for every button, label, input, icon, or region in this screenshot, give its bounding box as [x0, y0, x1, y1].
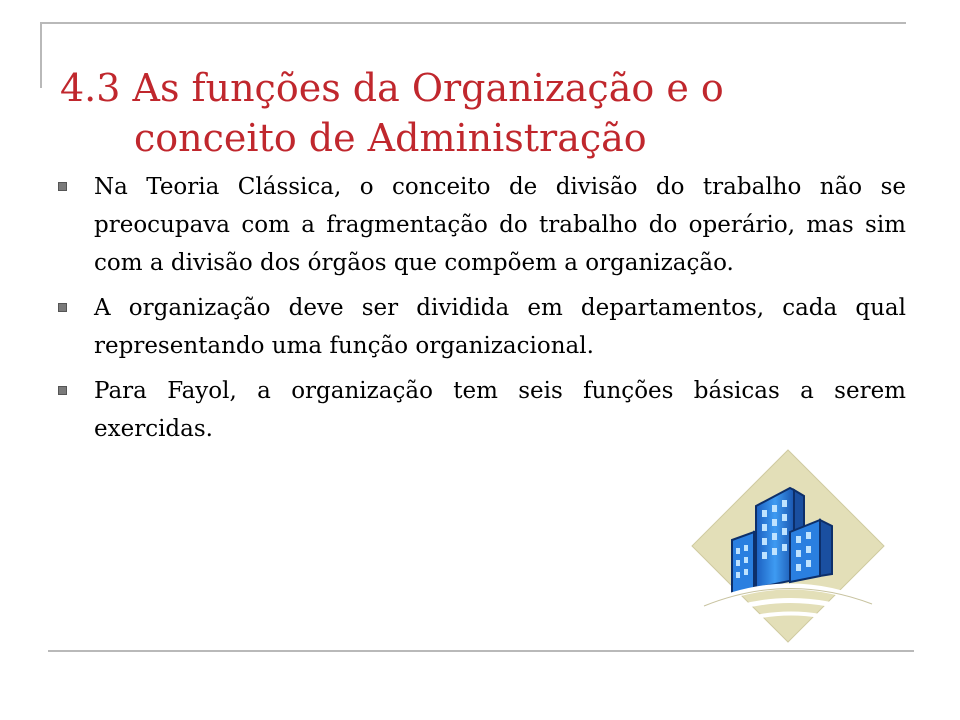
- bottom-rule: [48, 650, 914, 652]
- square-bullet-icon: [58, 303, 67, 312]
- bullet-item: [56, 168, 906, 282]
- bullet-item: [56, 372, 906, 448]
- bullet-list: [56, 168, 906, 455]
- slide-title-line-1: 4.3 As funções da Organização e o: [60, 66, 724, 111]
- left-rule: [40, 22, 42, 88]
- slide-title: [60, 63, 880, 163]
- bullet-item: [56, 289, 906, 365]
- square-bullet-icon: [58, 182, 67, 191]
- slide-title-line-2: conceito de Administração: [134, 116, 647, 161]
- office-buildings-icon: [690, 448, 886, 644]
- top-rule: [40, 22, 906, 24]
- bullet-text: Na Teoria Clássica, o conceito de divisão do trabalho não se preocupava com a fragmentação do trabalho do operário, mas sim com a divisão dos órgãos que compõem a organização.: [94, 174, 906, 276]
- bullet-text: Para Fayol, a organização tem seis funções básicas a serem exercidas.: [94, 378, 906, 442]
- square-bullet-icon: [58, 386, 67, 395]
- bullet-text: A organização deve ser dividida em departamentos, cada qual representando uma função organizacional.: [94, 295, 906, 359]
